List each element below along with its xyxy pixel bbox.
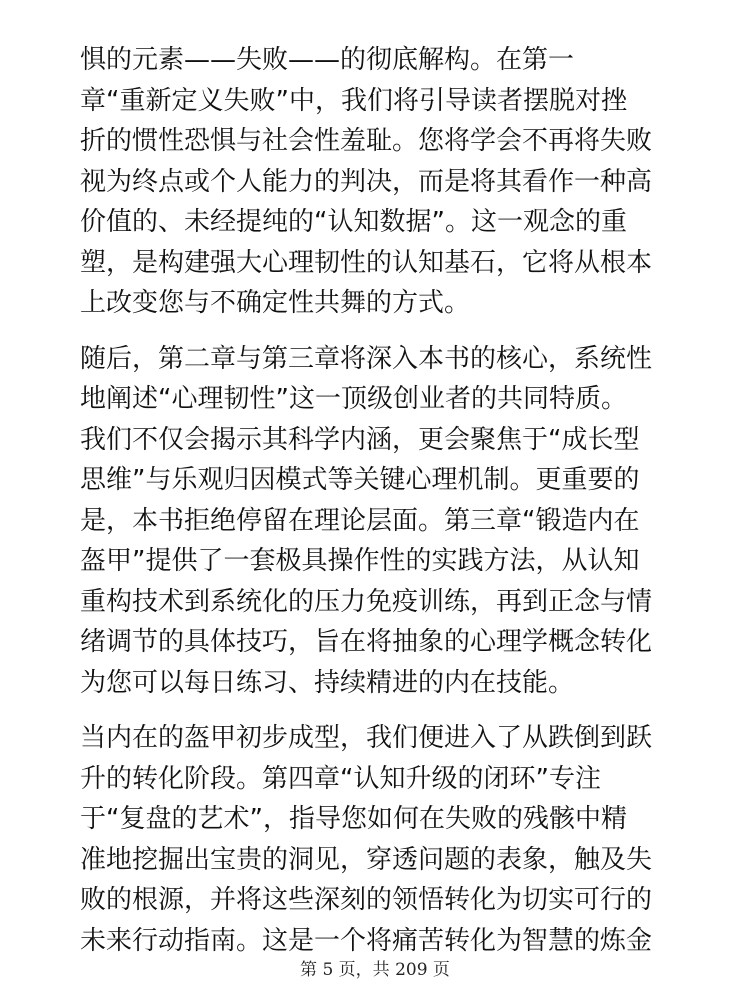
- text-line: 惧的元素——失败——的彻底解构。在第一: [80, 45, 575, 75]
- text-line: 升的转化阶段。第四章“认知升级的闭环”专注: [80, 763, 601, 794]
- text-line: 地阐述“心理韧性”这一顶级创业者的共同特质。: [80, 384, 627, 414]
- body-text: [80, 40, 680, 976]
- paragraph-2: [80, 339, 680, 704]
- text-line: 价值的、未经提纯的“认知数据”。这一观念的重: [80, 207, 627, 237]
- text-line: 是，本书拒绝停留在理论层面。第三章“锻造内在: [80, 505, 640, 536]
- text-line: 未来行动指南。这是一个将痛苦转化为智慧的炼金: [80, 925, 653, 956]
- text-line: 重构技术到系统化的压力免疫训练，再到正念与情: [80, 586, 653, 617]
- paragraph-1: [80, 40, 680, 324]
- text-line: 塑，是构建强大心理韧性的认知基石，它将从根本: [80, 247, 653, 278]
- text-line: 视为终点或个人能力的判决，而是将其看作一种高: [80, 166, 653, 197]
- text-line: 盔甲”提供了一套极具操作性的实践方法，从认知: [80, 546, 640, 576]
- text-line: 章“重新定义失败”中，我们将引导读者摆脱对挫: [80, 85, 627, 116]
- page-number-footer: 第 5 页，共 209 页: [300, 960, 450, 980]
- text-line: 败的根源，并将这些深刻的领悟转化为切实可行的: [80, 885, 653, 915]
- text-line: 思维”与乐观归因模式等关键心理机制。更重要的: [80, 465, 640, 495]
- text-line: 准地挖掘出宝贵的洞见，穿透问题的表象，触及失: [80, 844, 653, 875]
- text-line: 我们不仅会揭示其科学内涵，更会聚焦于“成长型: [80, 424, 640, 455]
- text-line: 为您可以每日练习、持续精进的内在技能。: [80, 667, 575, 698]
- text-line: 于“复盘的艺术”，指导您如何在失败的残骸中精: [80, 804, 627, 834]
- paragraph-3: [80, 718, 680, 961]
- text-line: 绪调节的具体技巧，旨在将抽象的心理学概念转化: [80, 627, 653, 657]
- text-line: 折的惯性恐惧与社会性羞耻。您将学会不再将失败: [80, 126, 653, 156]
- text-line: 上改变您与不确定性共舞的方式。: [80, 288, 471, 318]
- text-line: 当内在的盔甲初步成型，我们便进入了从跌倒到跃: [80, 723, 653, 753]
- text-line: 随后，第二章与第三章将深入本书的核心，系统性: [80, 343, 653, 374]
